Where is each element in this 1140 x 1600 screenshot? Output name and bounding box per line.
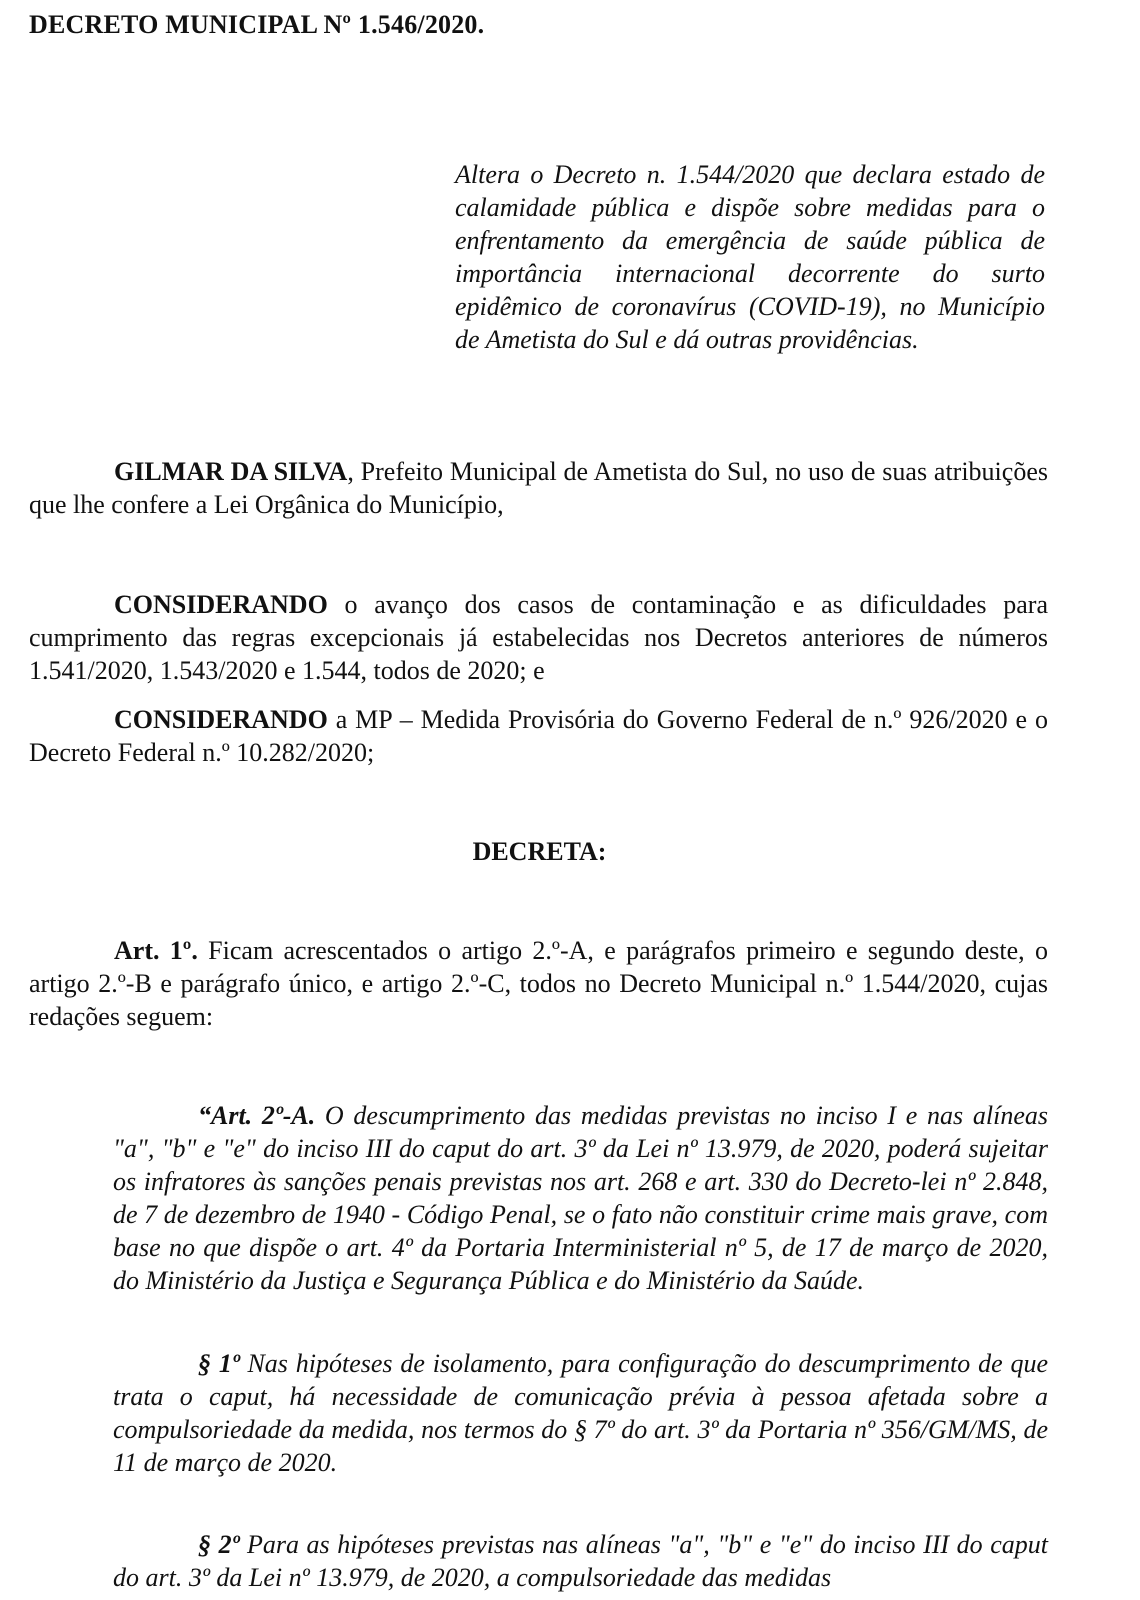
article-2a-paragraph (113, 1099, 1048, 1297)
considerando-label-2: CONSIDERANDO (114, 705, 328, 734)
preamble-text: , Prefeito Municipal de Ametista do Sul, no uso de suas atribuições que lhe confere a Lei Orgânica do Município, (29, 457, 1048, 519)
paragraph-1-text: Nas hipóteses de isolamento, para configuração do descumprimento de que trata o caput, há necessidade de comunicação prévia à pessoa afetada sobre a compulsoriedade da medida, nos termos do § 7º do art. 3º da Portaria nº 356/GM/MS, de 11 de março de 2020. (113, 1349, 1048, 1477)
mayor-name: GILMAR DA SILVA (114, 457, 348, 486)
considerando-label-1: CONSIDERANDO (114, 590, 328, 619)
decreta-heading: DECRETA: (472, 837, 607, 866)
preamble-paragraph (29, 455, 1048, 521)
considerando-text-2: a MP – Medida Provisória do Governo Federal de n.º 926/2020 e o Decreto Federal n.º 10.282/2020; (29, 705, 1048, 767)
article-2a-text: O descumprimento das medidas previstas no inciso I e nas alíneas "a", "b" e "e" do inciso III do caput do art. 3º da Lei nº 13.979, de 2020, poderá sujeitar os infratores às sanções penais previstas nos art. 268 e art. 330 do Decreto-lei nº 2.848, de 7 de dezembro de 1940 - Código Penal, se o fato não constituir crime mais grave, com base no que dispõe o art. 4º da Portaria Interministerial nº 5, de 17 de março de 2020, do Ministério da Justiça e Segurança Pública e do Ministério da Saúde. (113, 1101, 1048, 1295)
article-1-text: Ficam acrescentados o artigo 2.º-A, e parágrafos primeiro e segundo deste, o artigo 2.º-B e parágrafo único, e artigo 2.º-C, todos no Decreto Municipal n.º 1.544/2020, cujas redações seguem: (29, 936, 1048, 1031)
considerando-text-1: o avanço dos casos de contaminação e as dificuldades para cumprimento das regras excepcionais já estabelecidas nos Decretos anteriores de números 1.541/2020, 1.543/2020 e 1.544, todos de 2020; e (29, 590, 1048, 685)
decree-title: DECRETO MUNICIPAL Nº 1.546/2020. (29, 10, 485, 39)
decree-summary: Altera o Decreto n. 1.544/2020 que declara estado de calamidade pública e dispõe sobre medidas para o enfrentamento da emergência de saúde pública de importância internacional decorrente do surto epidêmico de coronavírus (COVID-19), no Município de Ametista do Sul e dá outras providências. (455, 160, 1045, 354)
paragraph-1-label: § 1º (198, 1349, 240, 1378)
article-1-paragraph (29, 934, 1048, 1033)
paragraph-1-section (113, 1347, 1048, 1479)
considerando-paragraph-1 (29, 588, 1048, 687)
article-1-label: Art. 1º. (114, 936, 198, 965)
article-2a-label: “Art. 2º-A. (198, 1101, 316, 1130)
paragraph-2-label: § 2º (198, 1530, 240, 1559)
paragraph-2-text: Para as hipóteses previstas nas alíneas "a", "b" e "e" do inciso III do caput do art. 3º da Lei nº 13.979, de 2020, a compulsoriedade das medidas (113, 1530, 1048, 1592)
considerando-paragraph-2 (29, 703, 1048, 769)
paragraph-2-section (113, 1528, 1048, 1594)
